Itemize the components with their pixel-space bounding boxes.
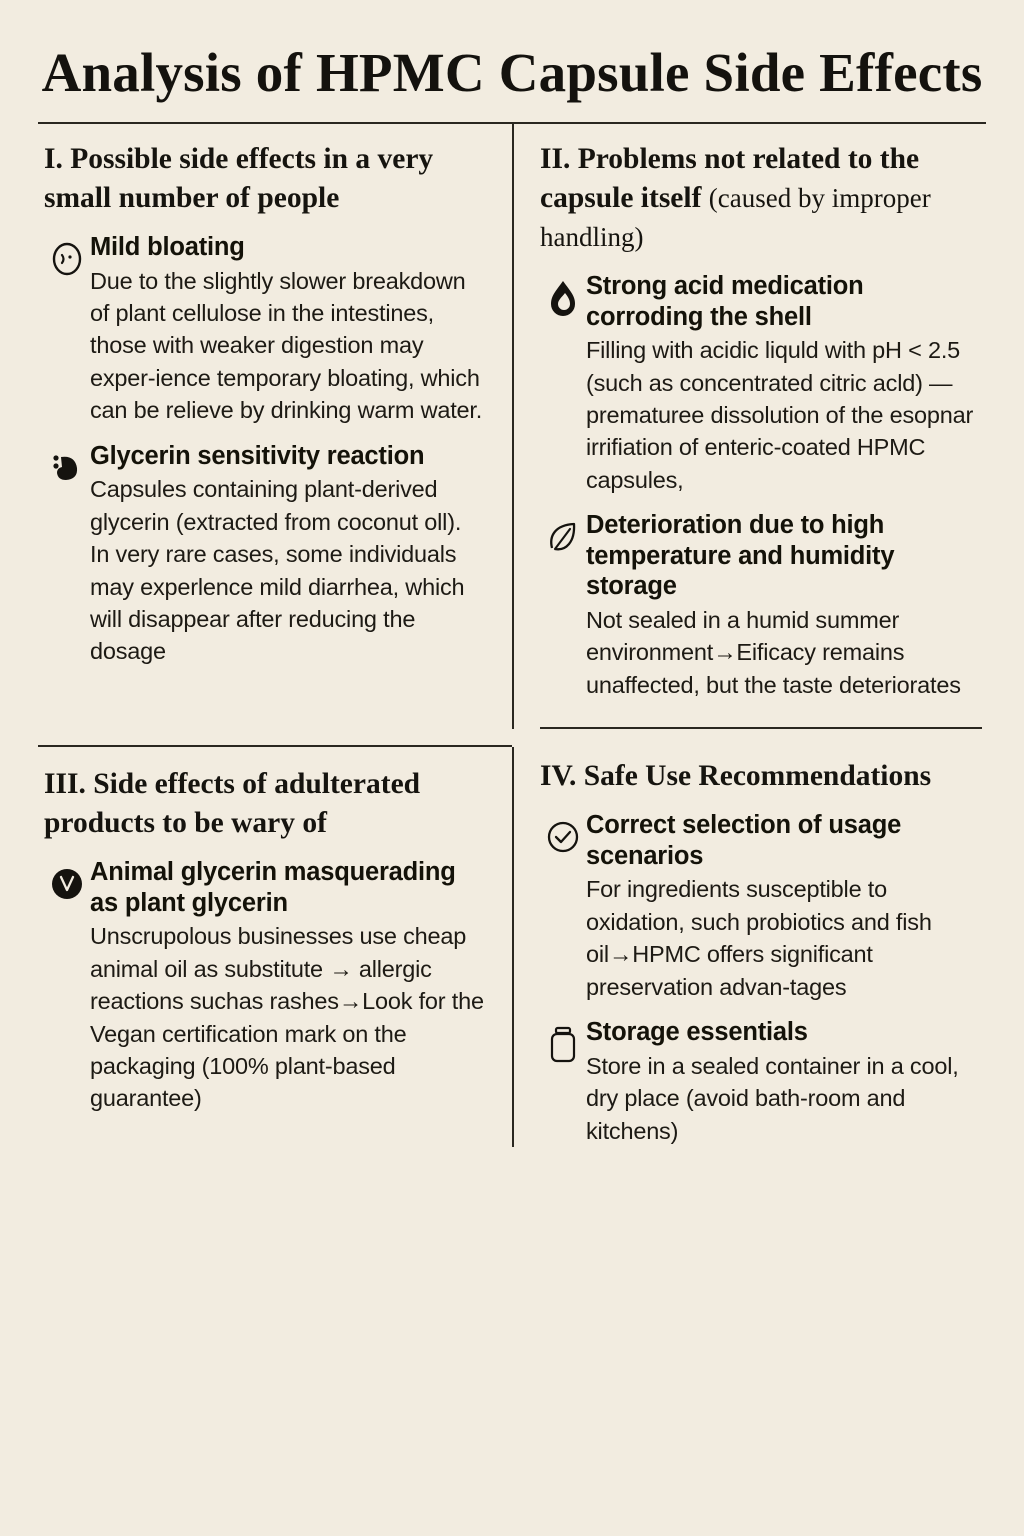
item-body bbox=[90, 857, 486, 1115]
section-four bbox=[512, 747, 986, 1147]
section-two bbox=[512, 124, 986, 729]
section-four-heading: IV. Safe Use Recommendations bbox=[540, 760, 932, 793]
section-two-heading bbox=[540, 140, 982, 257]
item-text: Store in a sealed container in a cool, dry place (avoid bath-room and kitchens) bbox=[586, 1052, 959, 1144]
item-title: Correct selection of usage scenarios bbox=[586, 811, 902, 870]
list-item bbox=[44, 441, 486, 668]
item-text: Capsules containing plant-derived glycerin (extracted from coconut oll). In very rare cases, some individuals may experlence mild diarrhea, which will disappear after reducing the dosage bbox=[90, 476, 465, 665]
list-item bbox=[44, 857, 486, 1115]
item-body bbox=[586, 1017, 982, 1147]
row-top bbox=[38, 124, 986, 729]
vegan-badge-icon bbox=[44, 857, 90, 903]
section-three-heading: III. Side effects of adulterated products to be wary of bbox=[44, 768, 421, 840]
list-item bbox=[540, 810, 982, 1003]
section-two-heading-sub: (caused by improper handling) bbox=[540, 183, 931, 253]
leaf-icon bbox=[540, 510, 586, 556]
list-item bbox=[44, 232, 486, 427]
item-text: Due to the slightly slower breakdown of plant cellulose in the intestines, those with weaker digestion may exper-ience temporary bloating, which can be relieve by drinking warm water. bbox=[90, 267, 483, 424]
check-circle-icon bbox=[540, 810, 586, 856]
list-item bbox=[540, 1017, 982, 1147]
jar-icon bbox=[540, 1017, 586, 1065]
item-title: Mild bloating bbox=[90, 233, 245, 262]
section-two-bottom-divider bbox=[540, 727, 982, 729]
item-title: Glycerin sensitivity reaction bbox=[90, 441, 425, 470]
item-title: Animal glycerin masquerading as plant glycerin bbox=[90, 858, 456, 917]
page-title: Analysis of HPMC Capsule Side Effects bbox=[41, 42, 983, 103]
section-three bbox=[38, 747, 512, 1147]
item-title: Storage essentials bbox=[586, 1018, 808, 1047]
item-text: Not sealed in a humid summer environment→Eificacy remains unaffected, but the taste deteriorates bbox=[586, 607, 961, 698]
section-one-heading: I. Possible side effects in a very small number of people bbox=[44, 143, 434, 215]
item-title: Deterioration due to high temperature and humidity storage bbox=[586, 511, 895, 601]
flame-drop-icon bbox=[540, 271, 586, 319]
section-one bbox=[38, 124, 512, 729]
item-text: For ingredients susceptible to oxidation, such probiotics and fish oil→HPMC offers significant preservation advan-tages bbox=[586, 876, 932, 1000]
item-text: Unscrupolous businesses use cheap animal oil as substitute → allergic reactions suchas rashes→Look for the Vegan certification mark on the packaging (100% plant-based guarantee) bbox=[90, 923, 484, 1112]
item-body bbox=[586, 810, 982, 1003]
item-body bbox=[586, 271, 982, 496]
capsule-icon bbox=[44, 232, 90, 278]
list-item bbox=[540, 271, 982, 496]
list-item bbox=[540, 510, 982, 701]
item-text: Filling with acidic liquld with pH < 2.5 (such as concentrated citric acld) — prematuree dissolution of the esopnar irrifiation of enteric-coated HPMC capsules, bbox=[586, 337, 974, 493]
section-two-heading-main: II. Problems not related to the capsule itself bbox=[540, 143, 920, 215]
item-body bbox=[586, 510, 982, 701]
item-title: Strong acid medication corroding the shell bbox=[586, 271, 864, 331]
stomach-icon bbox=[44, 441, 90, 489]
item-body bbox=[90, 232, 486, 427]
item-body bbox=[90, 441, 486, 668]
row-bottom bbox=[38, 747, 986, 1147]
